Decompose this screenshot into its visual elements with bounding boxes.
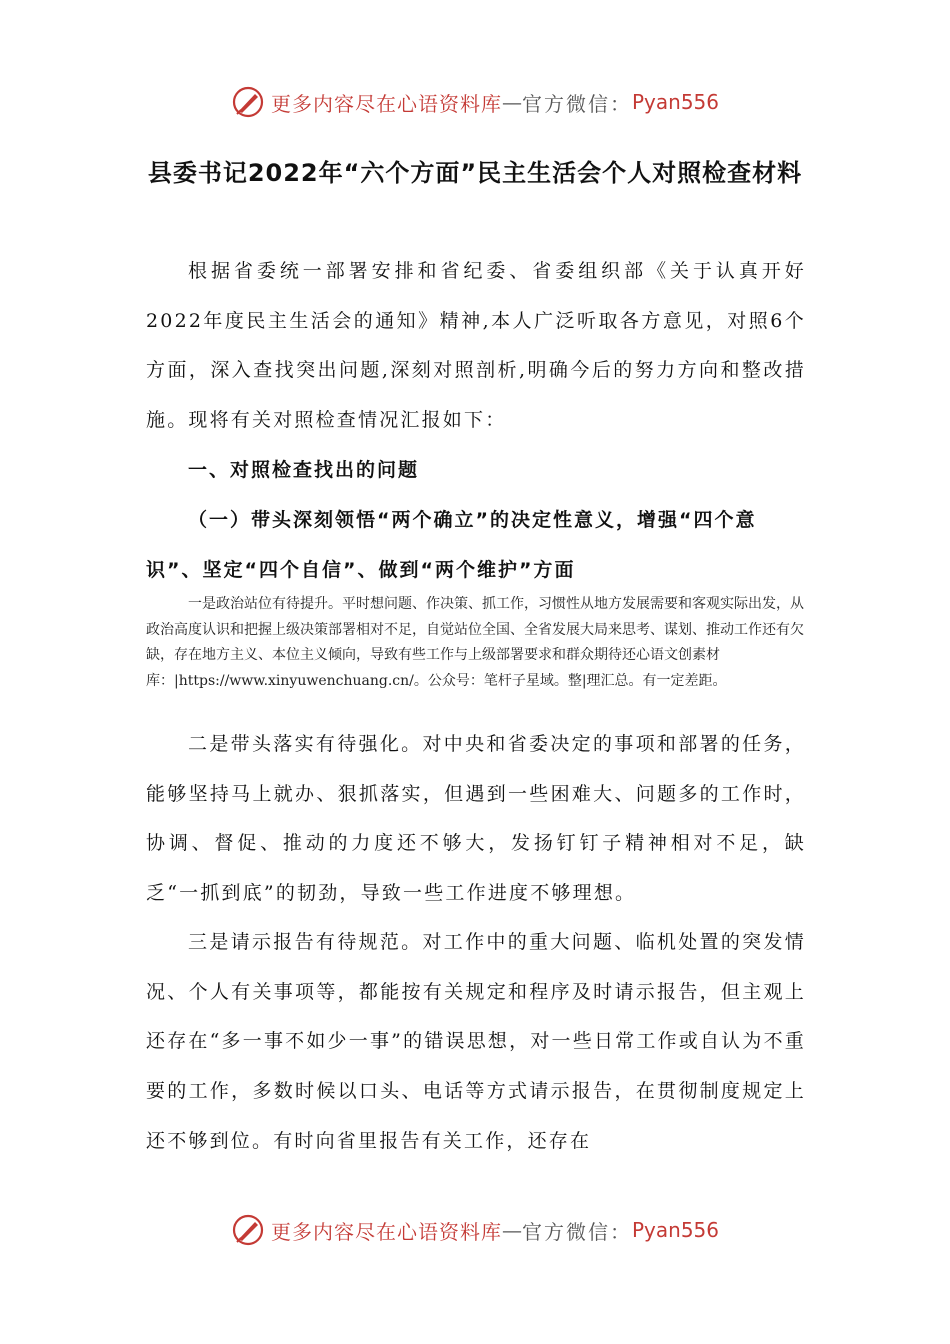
watermark-id: Pyan556	[631, 1218, 719, 1242]
watermark-text: 更多内容尽在心语资料库	[270, 1219, 502, 1244]
watermark-text: 更多内容尽在心语资料库	[270, 91, 502, 116]
quill-logo-icon	[231, 85, 265, 119]
intro-paragraph: 根据省委统一部署安排和省纪委、省委组织部《关于认真开好2022年度民主生活会的通知》精神,本人广泛听取各方意见，对照6个方面，深入查找突出问题,深刻对照剖析,明确今后的努力方向和整改措施。现将有关对照检查情况汇报如下：	[146, 260, 806, 432]
document-title: 县委书记2022年“六个方面”民主生活会个人对照检查材料	[147, 159, 803, 187]
watermark-official: 官方微信：	[521, 91, 632, 116]
watermark-official: 官方微信：	[521, 1219, 632, 1244]
point-three-paragraph: 三是请示报告有待规范。对工作中的重大问题、临机处置的突发情况、个人有关事项等，都能按有关规定和程序及时请示报告，但主观上还存在“多一事不如少一事”的错误思想，对一些日常工作或自认为不重要的工作，多数时候以口头、电话等方式请示报告，在贯彻制度规定上还不够到位。有时向省里报告有关工作，还存在	[146, 931, 806, 1152]
watermark-separator: —	[501, 90, 522, 114]
footer-watermark	[0, 1210, 950, 1250]
watermark-separator: —	[501, 1218, 522, 1242]
watermark-id: Pyan556	[631, 90, 719, 114]
point-one-paragraph: 一是政治站位有待提升。平时想问题、作决策、抓工作，习惯性从地方发展需要和客观实际出发，从政治高度认识和把握上级决策部署相对不足，自觉站位全国、全省发展大局来思考、谋划、推动工作还有欠缺，存在地方主义、本位主义倾向，导致有些工作与上级部署要求和群众期待还心语文创素材库：|https://www.xinyuwenchuang.cn/。公众号：笔杆子星域。整|理汇总。有一定差距。	[146, 596, 804, 689]
subsection-heading: （一）带头深刻领悟“两个确立”的决定性意义，增强“四个意识”、坚定“四个自信”、做到“两个维护”方面	[146, 509, 757, 581]
header-watermark	[0, 82, 950, 122]
section-heading: 一、对照检查找出的问题	[188, 459, 420, 481]
point-two-paragraph: 二是带头落实有待强化。对中央和省委决定的事项和部署的任务，能够坚持马上就办、狠抓落实，但遇到一些困难大、问题多的工作时，协调、督促、推动的力度还不够大，发扬钉钉子精神相对不足，缺乏“一抓到底”的韧劲，导致一些工作进度不够理想。	[146, 733, 806, 905]
quill-logo-icon	[231, 1213, 265, 1247]
